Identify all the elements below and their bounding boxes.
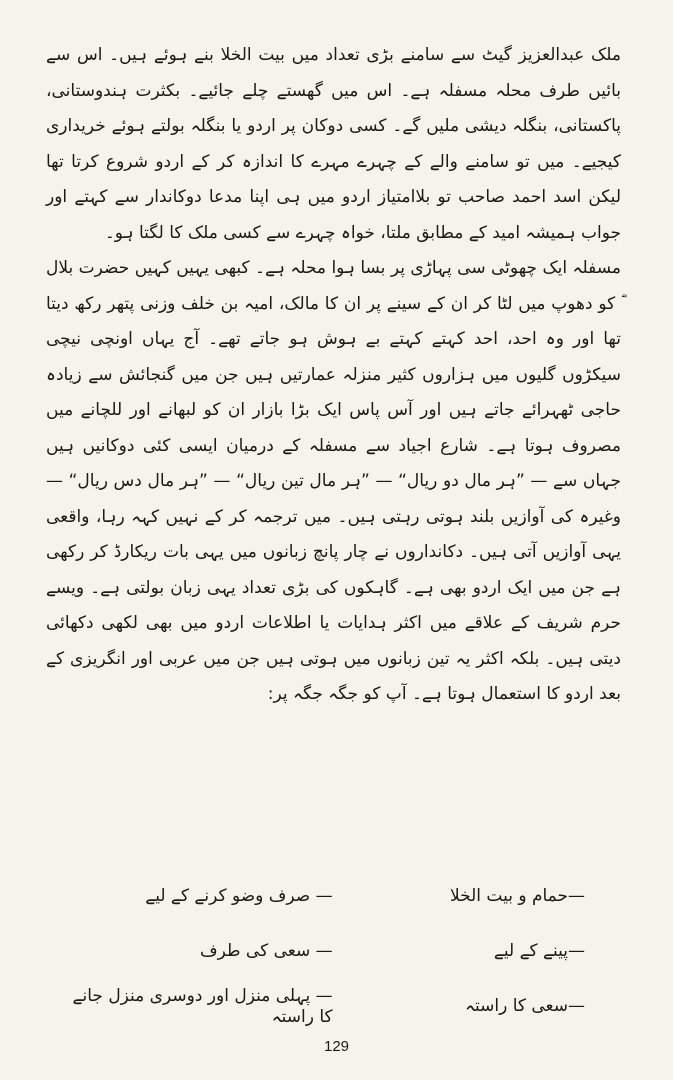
list-row	[62, 868, 599, 923]
list-row	[62, 978, 599, 1033]
sign-list	[62, 868, 599, 1033]
list-row	[62, 923, 599, 978]
paragraph-2: مسفلہ ایک چھوٹی سی پہاڑی پر بسا ہوا محلہ ہے۔ کبھی یہیں کہیں حضرت بلال ؓ کو دھوپ میں لٹا کر ان کے سینے پر ان کا مالک، امیہ بن خلف وزنی پتھر رکھ دیتا تھا اور وہ احد، احد کہتے کہتے بے ہوش ہو جاتے تھے۔ آج یہاں اونچی نیچی سیکڑوں گلیوں میں ہزاروں کثیر منزلہ عمارتیں ہیں جن میں گنجائش سے زیادہ حاجی ٹھہرائے جاتے ہیں اور آس پاس ایک بڑا بازار ان کو لبھانے اور للچانے میں مصروف ہوتا ہے۔ شارع اجیاد سے مسفلہ کے درمیان ایسی کئی دوکانیں ہیں جہاں سے — ”ہر مال دو ریال“ — ”ہر مال تین ریال“ — ”ہر مال دس ریال“ — وغیرہ کی آوازیں بلند ہوتی رہتی ہیں۔ میں ترجمہ کر کے نہیں کہہ رہا، واقعی یہی آوازیں آتی ہیں۔ دکانداروں نے چار پانچ زبانوں میں یہی بات ریکارڈ کر رکھی ہے جن میں ایک اردو بھی ہے۔ گاہکوں کی بڑی تعداد یہی زبان بولتی ہے۔ ویسے حرم شریف کے علاقے میں اکثر ہدایات یا اطلاعات اردو میں بھی لکھی دکھائی دیتی ہیں۔ بلکہ اکثر یہ تین زبانوں میں ہوتی ہیں جن میں عربی اور انگریزی کے بعد اردو کا استعمال ہوتا ہے۔ آپ کو جگہ جگہ پر:	[46, 258, 621, 704]
page-number: 129	[323, 1038, 350, 1055]
paragraph-1: ملک عبدالعزیز گیٹ سے سامنے بڑی تعداد میں بیت الخلا بنے ہوئے ہیں۔ اس سے بائیں طرف محلہ مسفلہ ہے۔ اس میں گھستے چلے جائیے۔ بکثرت ہندوستانی، پاکستانی، بنگلہ دیشی ملیں گے۔ کسی دوکان پر اردو یا بنگلہ بولتے ہوئے خریداری کیجیے۔ میں تو سامنے والے کے چہرے مہرے کا اندازہ کر کے اردو شروع کرتا تھا لیکن اسد احمد صاحب تو بلاامتیاز اردو میں ہی اپنا مدعا دوکاندار سے کہتے اور جواب ہمیشہ امید کے مطابق ملتا، خواہ چہرے سے کسی ملک کا لگتا ہو۔	[46, 45, 621, 243]
list-item: —حمام و بیت الخلا	[449, 885, 585, 906]
list-item: —پینے کے لیے	[493, 941, 585, 961]
list-item: — پہلی منزل اور دوسری منزل جانے کا راستہ	[72, 985, 333, 1027]
list-item: — صرف وضو کرنے کے لیے	[145, 886, 333, 906]
list-item: —سعی کا راستہ	[465, 996, 585, 1016]
list-item: — سعی کی طرف	[200, 940, 333, 961]
